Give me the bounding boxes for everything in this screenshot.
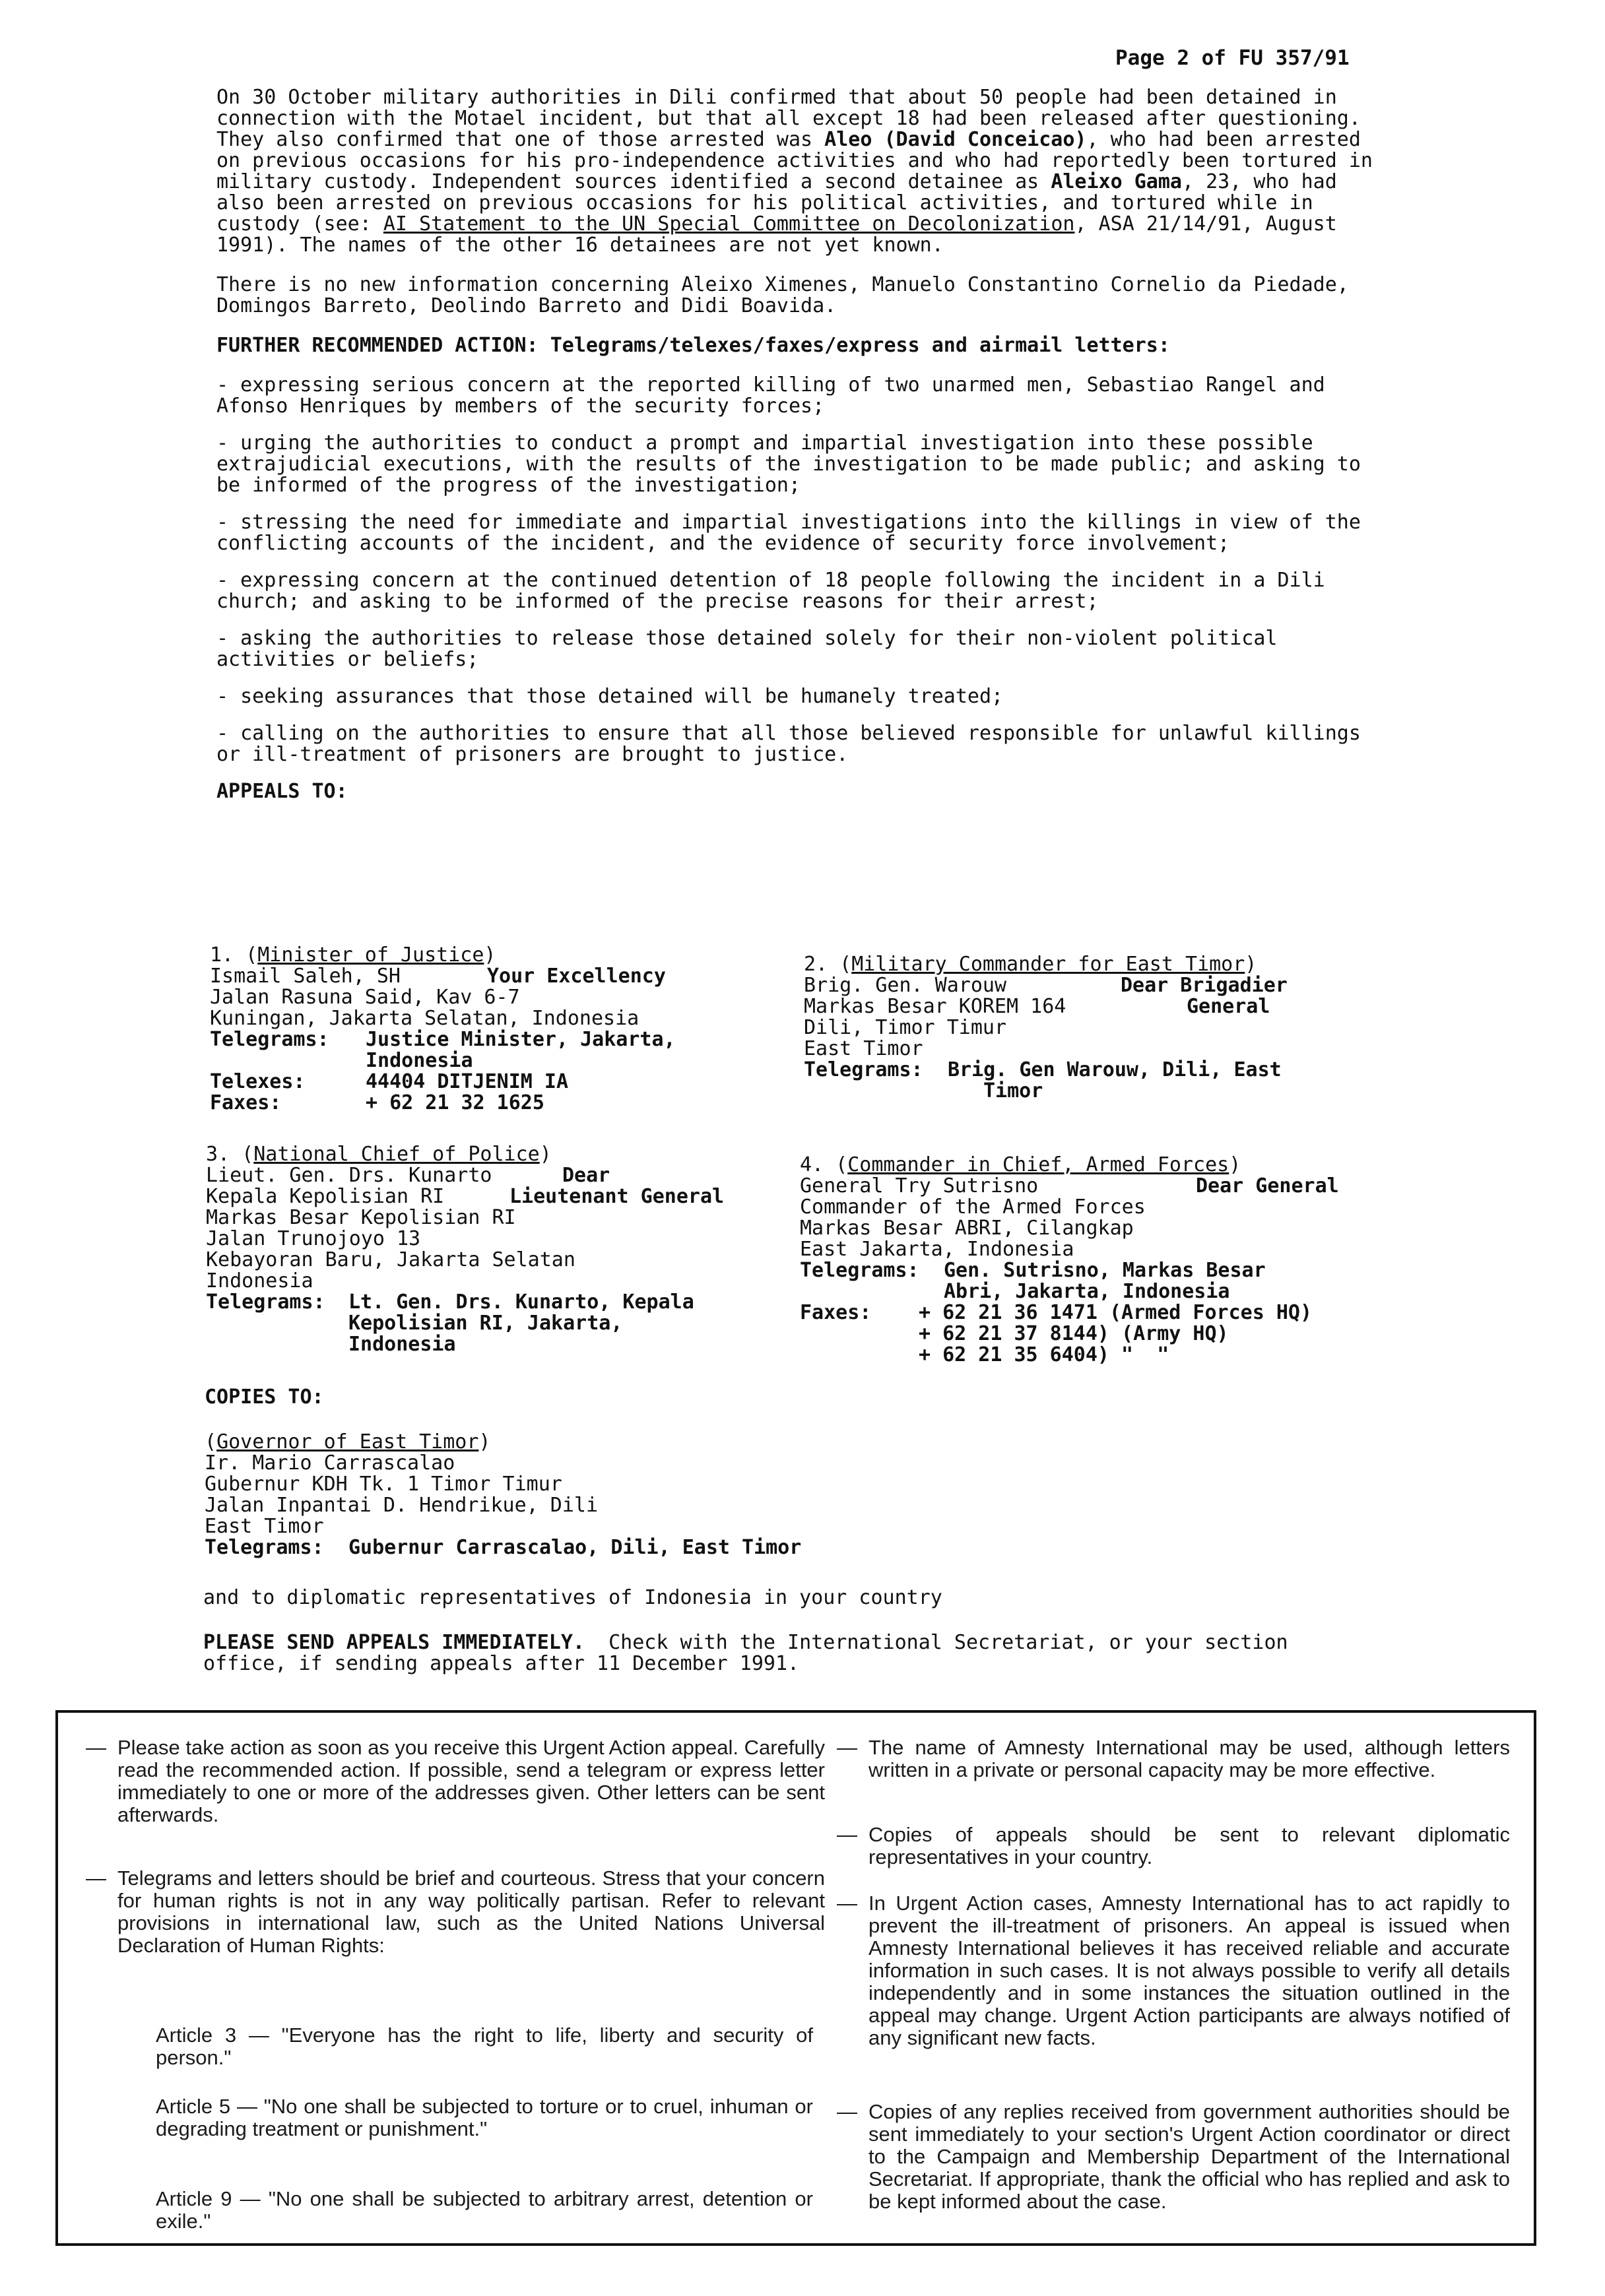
address-line: East Timor	[804, 1037, 923, 1060]
fax-number: + 62 21 35 6404)	[919, 1343, 1109, 1366]
telegrams-value: Gubernur Carrascalao, Dili, East Timor	[348, 1536, 802, 1559]
text-run: , who had been arrested on previous occasions for his pro-independence activities and who had reportedly been tortured in military custody. Independent sources identified a second detainee as	[216, 128, 1373, 193]
address-line: Commander of the Armed Forces	[800, 1196, 1146, 1219]
copies-heading: COPIES TO:	[205, 1386, 324, 1409]
underlined-reference: AI Statement to the UN Special Committee on Decolonization	[383, 212, 1075, 236]
text-run: , 23, who had also been arrested on previous occasions for his political activities, and tortured while in custody (see:	[216, 170, 1337, 236]
guidance-item: — Copies of any replies received from government authorities should be sent immediately to your section's Urgent Action coordinator or direct to the Campaign and Membership Department of the International Secretariat. If appropriate, thank the official who has replied and ask to be kept informed about the case.	[837, 2100, 1510, 2213]
address-line: East Timor	[205, 1515, 324, 1538]
dash-marker: —	[837, 1736, 857, 1759]
telegrams-label: Telegrams:	[206, 1291, 325, 1314]
action-item: - expressing concern at the continued detention of 18 people following the incident in a Dili church; and asking to be informed of the precise reasons for their arrest;	[216, 569, 1325, 613]
telegrams-label: Telegrams:	[205, 1536, 324, 1559]
action-item: - asking the authorities to release those detained solely for their non-violent political activities or beliefs;	[216, 627, 1278, 671]
fax-note: " "	[1121, 1343, 1169, 1366]
address-line: Dili, Timor Timur	[804, 1016, 1007, 1039]
guidance-item: — Please take action as soon as you receive this Urgent Action appeal. Carefully read the recommended action. If possible, send a telegram or express letter immediately to one or more of the addresses given. Other letters can be sent afterwards.	[86, 1736, 825, 1826]
udhr-article-5: Article 5 — "No one shall be subjected to torture or to cruel, inhuman or degrading treatment or punishment."	[156, 2095, 813, 2140]
addressee-name: General Try Sutrisno	[800, 1174, 1039, 1197]
telegrams-value: Timor	[983, 1079, 1043, 1102]
address-line: Markas Besar KOREM 164	[804, 995, 1066, 1018]
telegrams-value: Lt. Gen. Drs. Kunarto, Kepala	[348, 1291, 694, 1314]
telegrams-value: Kepolisian RI, Jakarta,	[348, 1312, 623, 1335]
copies-title: (Governor of East Timor)	[205, 1430, 491, 1453]
copies-governor	[205, 1432, 1129, 1558]
udhr-article-3: Article 3 — "Everyone has the right to life, liberty and security of person."	[156, 2024, 813, 2069]
telegrams-value: Abri, Jakarta, Indonesia	[944, 1280, 1230, 1303]
action-item: - stressing the need for immediate and impartial investigations into the killings in view of the conflicting accounts of the incident, and the evidence of security force involvement;	[216, 511, 1361, 555]
diplomatic-note: and to diplomatic representatives of Indonesia in your country	[203, 1586, 942, 1609]
salutation: Your Excellency	[487, 965, 666, 988]
text-run: On 30 October military authorities in Dili confirmed that about 50 people had been detained in connection with the Motael incident, but that all except 18 had been released after questioning. They also confirmed that one of those arrested was	[216, 86, 1361, 151]
faxes-label: Faxes:	[800, 1301, 872, 1324]
guidance-item: — In Urgent Action cases, Amnesty International has to act rapidly to prevent the ill-treatment of prisoners. An appeal is issued when Amnesty International believes it has received reliable and accurate information in such cases. It is not always possible to verify all details independently and in some instances the situation outlined in the appeal may change. Urgent Action participants are always notified of any significant new facts.	[837, 1892, 1510, 2049]
fax-number: + 62 21 36 1471	[919, 1301, 1097, 1324]
appeals-heading: APPEALS TO:	[216, 780, 348, 803]
appeal-title: 3. (National Chief of Police)	[206, 1143, 552, 1166]
address-line: Indonesia	[206, 1269, 313, 1292]
salutation: General	[1187, 995, 1270, 1018]
appeal-commander-in-chief	[800, 1155, 1394, 1366]
page-reference: Page 2 of FU 357/91	[1115, 46, 1350, 70]
telegrams-value: Gen. Sutrisno, Markas Besar	[944, 1259, 1266, 1282]
text-run: , ASA 21/14/91, August 1991). The names of the other 16 detainees are not yet known.	[216, 212, 1337, 257]
fax-note: (Army HQ)	[1121, 1322, 1229, 1345]
fax-number: + 62 21 37 8144)	[919, 1322, 1109, 1345]
guidance-item: — Telegrams and letters should be brief and courteous. Stress that your concern for human rights is not in any way politically partisan. Refer to relevant provisions in international law, such as the United Nations Universal Declaration of Human Rights:	[86, 1866, 825, 1957]
dash-marker: —	[837, 2100, 857, 2123]
address-line: Kepala Kepolisian RI	[206, 1185, 445, 1208]
address-line: Jalan Trunojoyo 13	[206, 1227, 421, 1250]
send-appeals-note	[203, 1632, 1365, 1674]
send-appeals-text: Check with the International Secretariat, or your section office, if sending appeals after 11 December 1991.	[203, 1631, 1288, 1675]
salutation: Lieutenant General	[509, 1185, 725, 1208]
telegrams-label: Telegrams:	[800, 1259, 919, 1282]
appeal-title: 4. (Commander in Chief, Armed Forces)	[800, 1153, 1241, 1176]
telexes-label: Telexes:	[210, 1070, 306, 1093]
udhr-article-9: Article 9 — "No one shall be subjected to arbitrary arrest, detention or exile."	[156, 2187, 813, 2233]
no-new-info-paragraph: There is no new information concerning Aleixo Ximenes, Manuelo Constantino Cornelio da Piedade, Domingos Barreto, Deolindo Barreto and Didi Boavida.	[216, 273, 1349, 317]
dash-marker: —	[837, 1892, 857, 1915]
telegrams-label: Telegrams:	[804, 1058, 923, 1081]
send-appeals-bold: PLEASE SEND APPEALS IMMEDIATELY.	[203, 1631, 585, 1654]
guidance-item: — The name of Amnesty International may be used, although letters written in a private or personal capacity may be more effective.	[837, 1736, 1510, 1781]
dash-marker: —	[86, 1866, 106, 1890]
address-line: Jalan Inpantai D. Hendrikue, Dili	[205, 1494, 599, 1517]
appeal-title: 1. (Minister of Justice)	[210, 943, 496, 967]
telegrams-value: Justice Minister, Jakarta,	[366, 1028, 676, 1051]
telexes-value: 44404 DITJENIM IA	[366, 1070, 569, 1093]
address-line: Jalan Rasuna Said, Kav 6-7	[210, 986, 520, 1009]
appeal-title: 2. (Military Commander for East Timor)	[804, 953, 1257, 976]
address-line: Kebayoran Baru, Jakarta Selatan	[206, 1248, 575, 1271]
action-item: - expressing serious concern at the reported killing of two unarmed men, Sebastiao Rangel and Afonso Henriques by members of the security forces;	[216, 373, 1325, 418]
salutation: Dear General	[1196, 1174, 1339, 1197]
appeal-chief-of-police	[206, 1144, 773, 1355]
salutation: Dear	[562, 1164, 610, 1187]
guidance-item: — Copies of appeals should be sent to relevant diplomatic representatives in your country.	[837, 1823, 1510, 1868]
address-line: East Jakarta, Indonesia	[800, 1238, 1074, 1261]
address-line: Markas Besar ABRI, Cilangkap	[800, 1217, 1134, 1240]
salutation: Dear Brigadier	[1121, 974, 1288, 997]
dash-marker: —	[837, 1823, 857, 1846]
telegrams-value: Indonesia	[348, 1333, 456, 1356]
address-line: Markas Besar Kepolisian RI	[206, 1206, 516, 1229]
action-item: - urging the authorities to conduct a prompt and impartial investigation into these possible extrajudicial executions, with the results of the investigation to be made public; and asking to be informed of the progress of the investigation;	[216, 431, 1361, 497]
address-line: Ir. Mario Carrascalao	[205, 1451, 455, 1475]
telegrams-value: Indonesia	[366, 1049, 473, 1072]
address-line: Kuningan, Jakarta Selatan, Indonesia	[210, 1007, 639, 1030]
fax-note: (Armed Forces HQ)	[1109, 1301, 1313, 1324]
bold-name: Aleixo Gama	[1051, 170, 1182, 193]
urgent-action-guidance-box	[55, 1710, 1536, 2246]
appeal-military-commander	[804, 954, 1371, 1102]
addressee-name: Brig. Gen. Warouw	[804, 974, 1007, 997]
addressee-name: Lieut. Gen. Drs. Kunarto	[206, 1164, 492, 1187]
addressee-name: Ismail Saleh, SH	[210, 965, 401, 988]
action-item: - seeking assurances that those detained will be humanely treated;	[216, 685, 1004, 708]
address-line: Gubernur KDH Tk. 1 Timor Timur	[205, 1473, 562, 1496]
bold-name: Aleo (David Conceicao)	[824, 128, 1087, 151]
appeal-minister-of-justice	[210, 945, 764, 1114]
telegrams-label: Telegrams:	[210, 1028, 329, 1051]
action-item: - calling on the authorities to ensure that all those believed responsible for unlawful killings or ill-treatment of prisoners are brought to justice.	[216, 722, 1361, 766]
telegrams-value: Brig. Gen Warouw, Dili, East	[948, 1058, 1282, 1081]
further-action-heading: FURTHER RECOMMENDED ACTION: Telegrams/telexes/faxes/express and airmail letters:	[216, 334, 1170, 357]
body-text	[216, 87, 1378, 821]
dash-marker: —	[86, 1736, 106, 1759]
faxes-value: + 62 21 32 1625	[366, 1091, 544, 1114]
detention-paragraph	[216, 87, 1378, 256]
faxes-label: Faxes:	[210, 1091, 282, 1114]
